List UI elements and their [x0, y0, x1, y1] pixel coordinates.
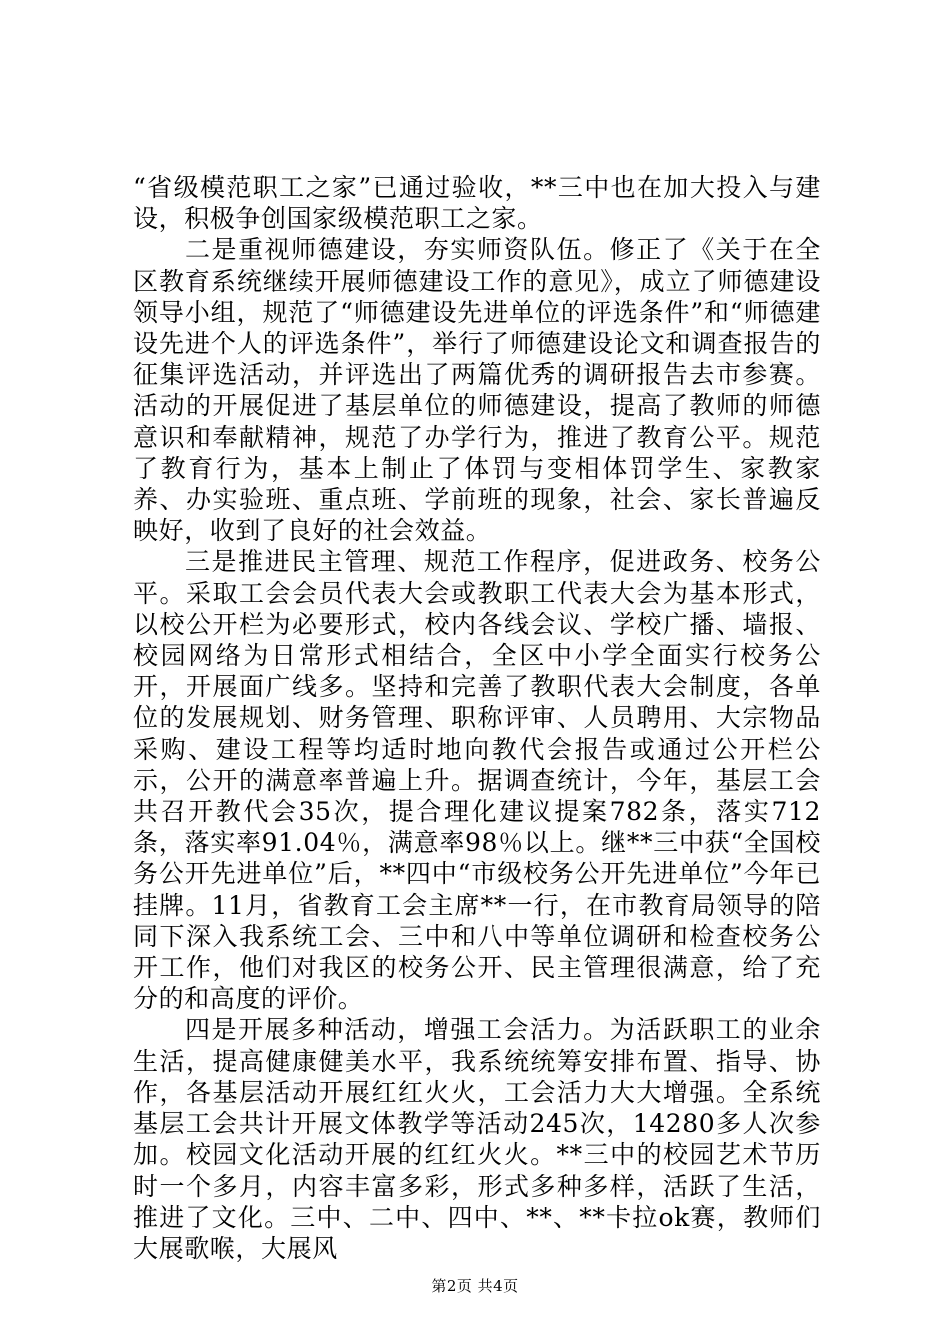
paragraph-democratic-management: 三是推进民主管理、规范工作程序，促进政务、校务公平。采取工会会员代表大会或教职工代表大会为基本形式，以校公开栏为必要形式，校内各线会议、学校广播、墙报、校园网络为日常形式相结合，全区中小学全面实行校务公开，开展面广线多。坚持和完善了教职代表大会制度，各单位的发展规划、财务管理、职称评审、人员聘用、大宗物品采购、建设工程等均适时地向教代会报告或通过公开栏公示，公开的满意率普遍上升。据调查统计，今年，基层工会共召开教代会35次，提合理化建议提案782条，落实712条，落实率91.04％，满意率98％以上。继**三中获“全国校务公开先进单位”后，**四中“市级校务公开先进单位”今年已挂牌。11月，省教育工会主席**一行，在市教育局领导的陪同下深入我系统工会、三中和八中等单位调研和检查校务公开工作，他们对我区的校务公开、民主管理很满意，给了充分的和高度的评价。: [133, 547, 821, 1014]
document-body: [133, 172, 821, 1264]
paragraph-union-activities: 四是开展多种活动，增强工会活力。为活跃职工的业余生活，提高健康健美水平，我系统统筹安排布置、指导、协作，各基层活动开展红红火火，工会活力大大增强。全系统基层工会共计开展文体教学等活动245次，14280多人次参加。校园文化活动开展的红红火火。**三中的校园艺术节历时一个多月，内容丰富多彩，形式多种多样，活跃了生活，推进了文化。三中、二中、四中、**、**卡拉ok赛，教师们大展歌喉，大展风: [133, 1015, 821, 1263]
page-footer: 第2页 共4页: [431, 1277, 519, 1295]
paragraph-continued: “省级模范职工之家”已通过验收，**三中也在加大投入与建设，积极争创国家级模范职工之家。: [133, 173, 821, 234]
paragraph-teacher-ethics: 二是重视师德建设，夯实师资队伍。修正了《关于在全区教育系统继续开展师德建设工作的意见》，成立了师德建设领导小组，规范了“师德建设先进单位的评选条件”和“师德建设先进个人的评选条件”，举行了师德建设论文和调查报告的征集评选活动，并评选出了两篇优秀的调研报告去市参赛。活动的开展促进了基层单位的师德建设，提高了教师的师德意识和奉献精神，规范了办学行为，推进了教育公平。规范了教育行为，基本上制止了体罚与变相体罚学生、家教家养、办实验班、重点班、学前班的现象，社会、家长普遍反映好，收到了良好的社会效益。: [133, 235, 821, 546]
